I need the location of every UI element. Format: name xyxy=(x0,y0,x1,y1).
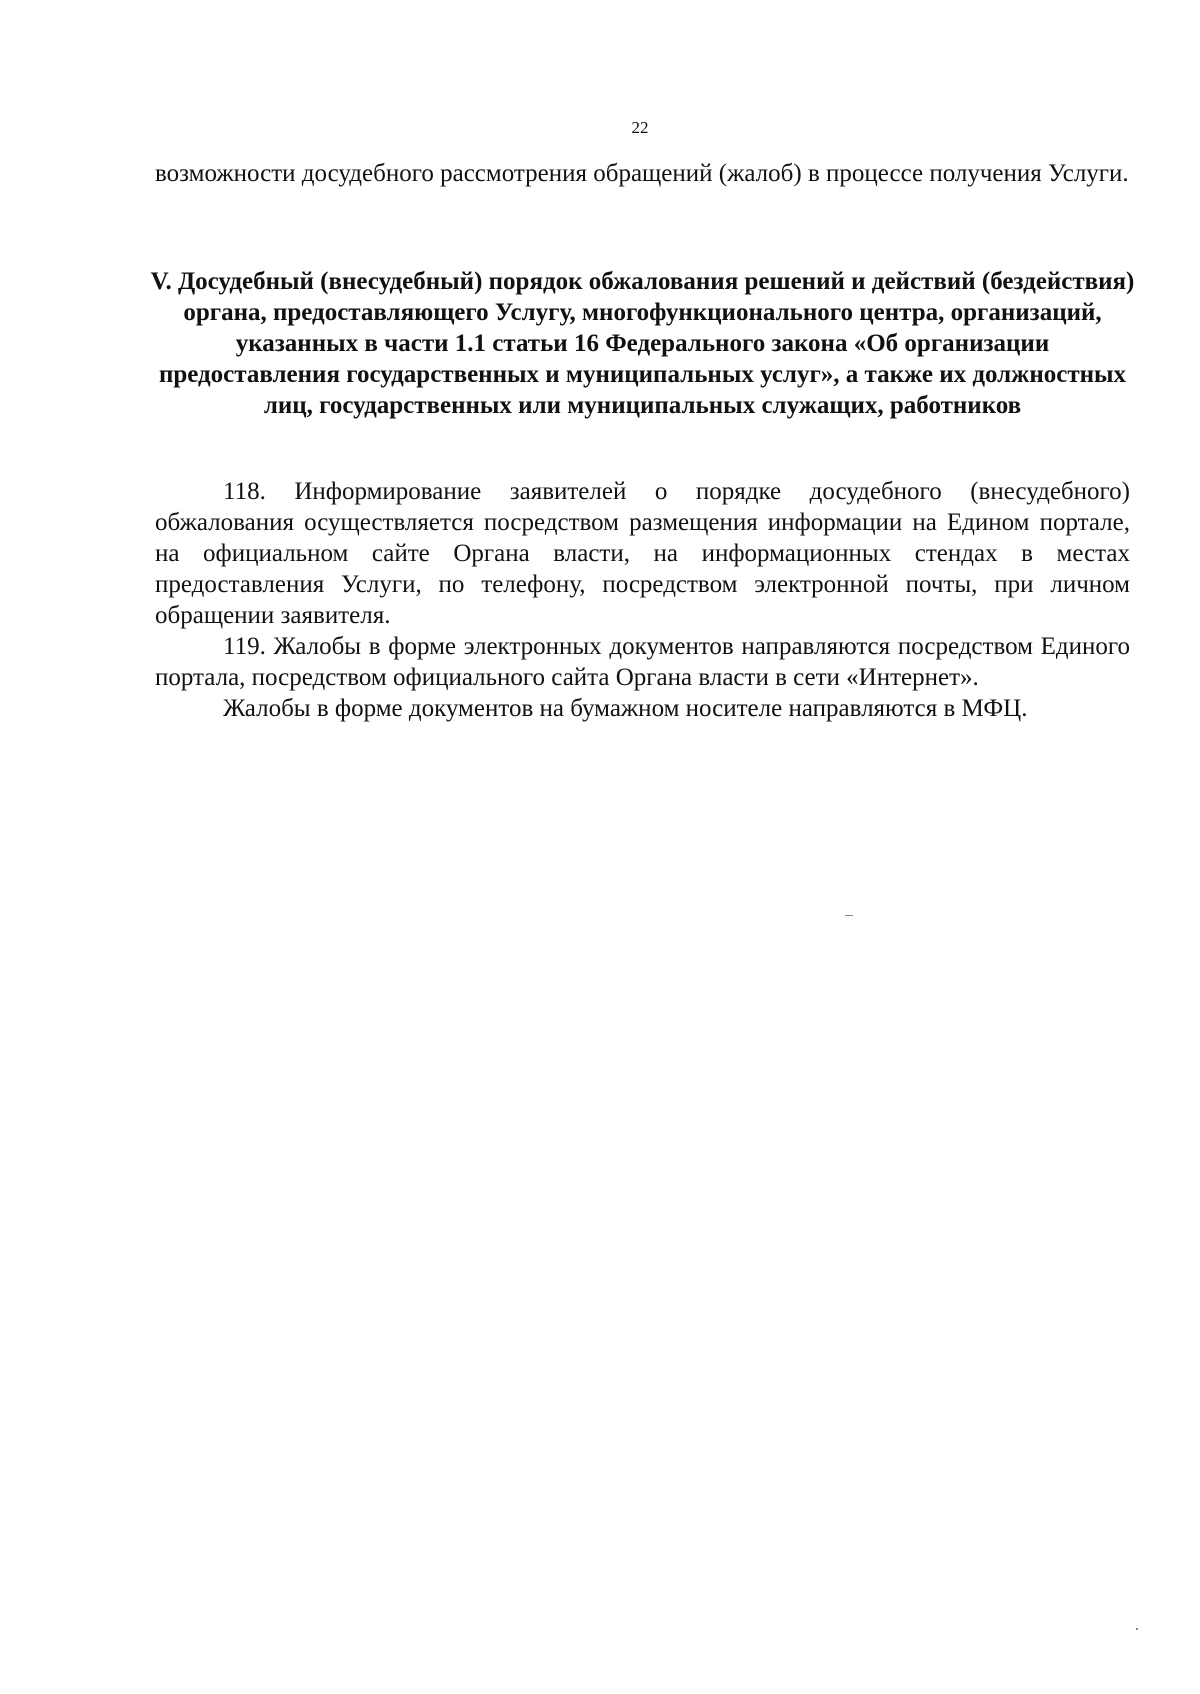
paragraph-119: 119. Жалобы в форме электронных документов направляются посредством Единого портала, посредством официального сайта Органа власти в сети «Интернет». xyxy=(155,633,1130,691)
scan-speck xyxy=(845,915,853,916)
page-number: 22 xyxy=(631,118,649,137)
section-heading: V. Досудебный (внесудебный) порядок обжалования решений и действий (бездействия) органа, предоставляющего Услугу, многофункционального центра, организаций, указанных в части 1.1 статьи 16 Федерального закона «Об организации предоставления государственных и муниципальных услуг», а также их должностных лиц, государственных или муниципальных служащих, работников xyxy=(150,268,1135,419)
paragraph-paper-complaints: Жалобы в форме документов на бумажном носителе направляются в МФЦ. xyxy=(223,695,1028,722)
section-body xyxy=(155,476,1130,724)
scan-speck xyxy=(1136,1628,1138,1630)
paragraph-118: 118. Информирование заявителей о порядке досудебного (внесудебного) обжалования осуществляется посредством размещения информации на Едином портале, на официальном сайте Органа власти, на информационных стендах в местах предоставления Услуги, по телефону, посредством электронной почты, при личном обращении заявителя. xyxy=(155,478,1130,629)
continuation-text: возможности досудебного рассмотрения обращений (жалоб) в процессе получения Услуги. xyxy=(155,160,1129,187)
